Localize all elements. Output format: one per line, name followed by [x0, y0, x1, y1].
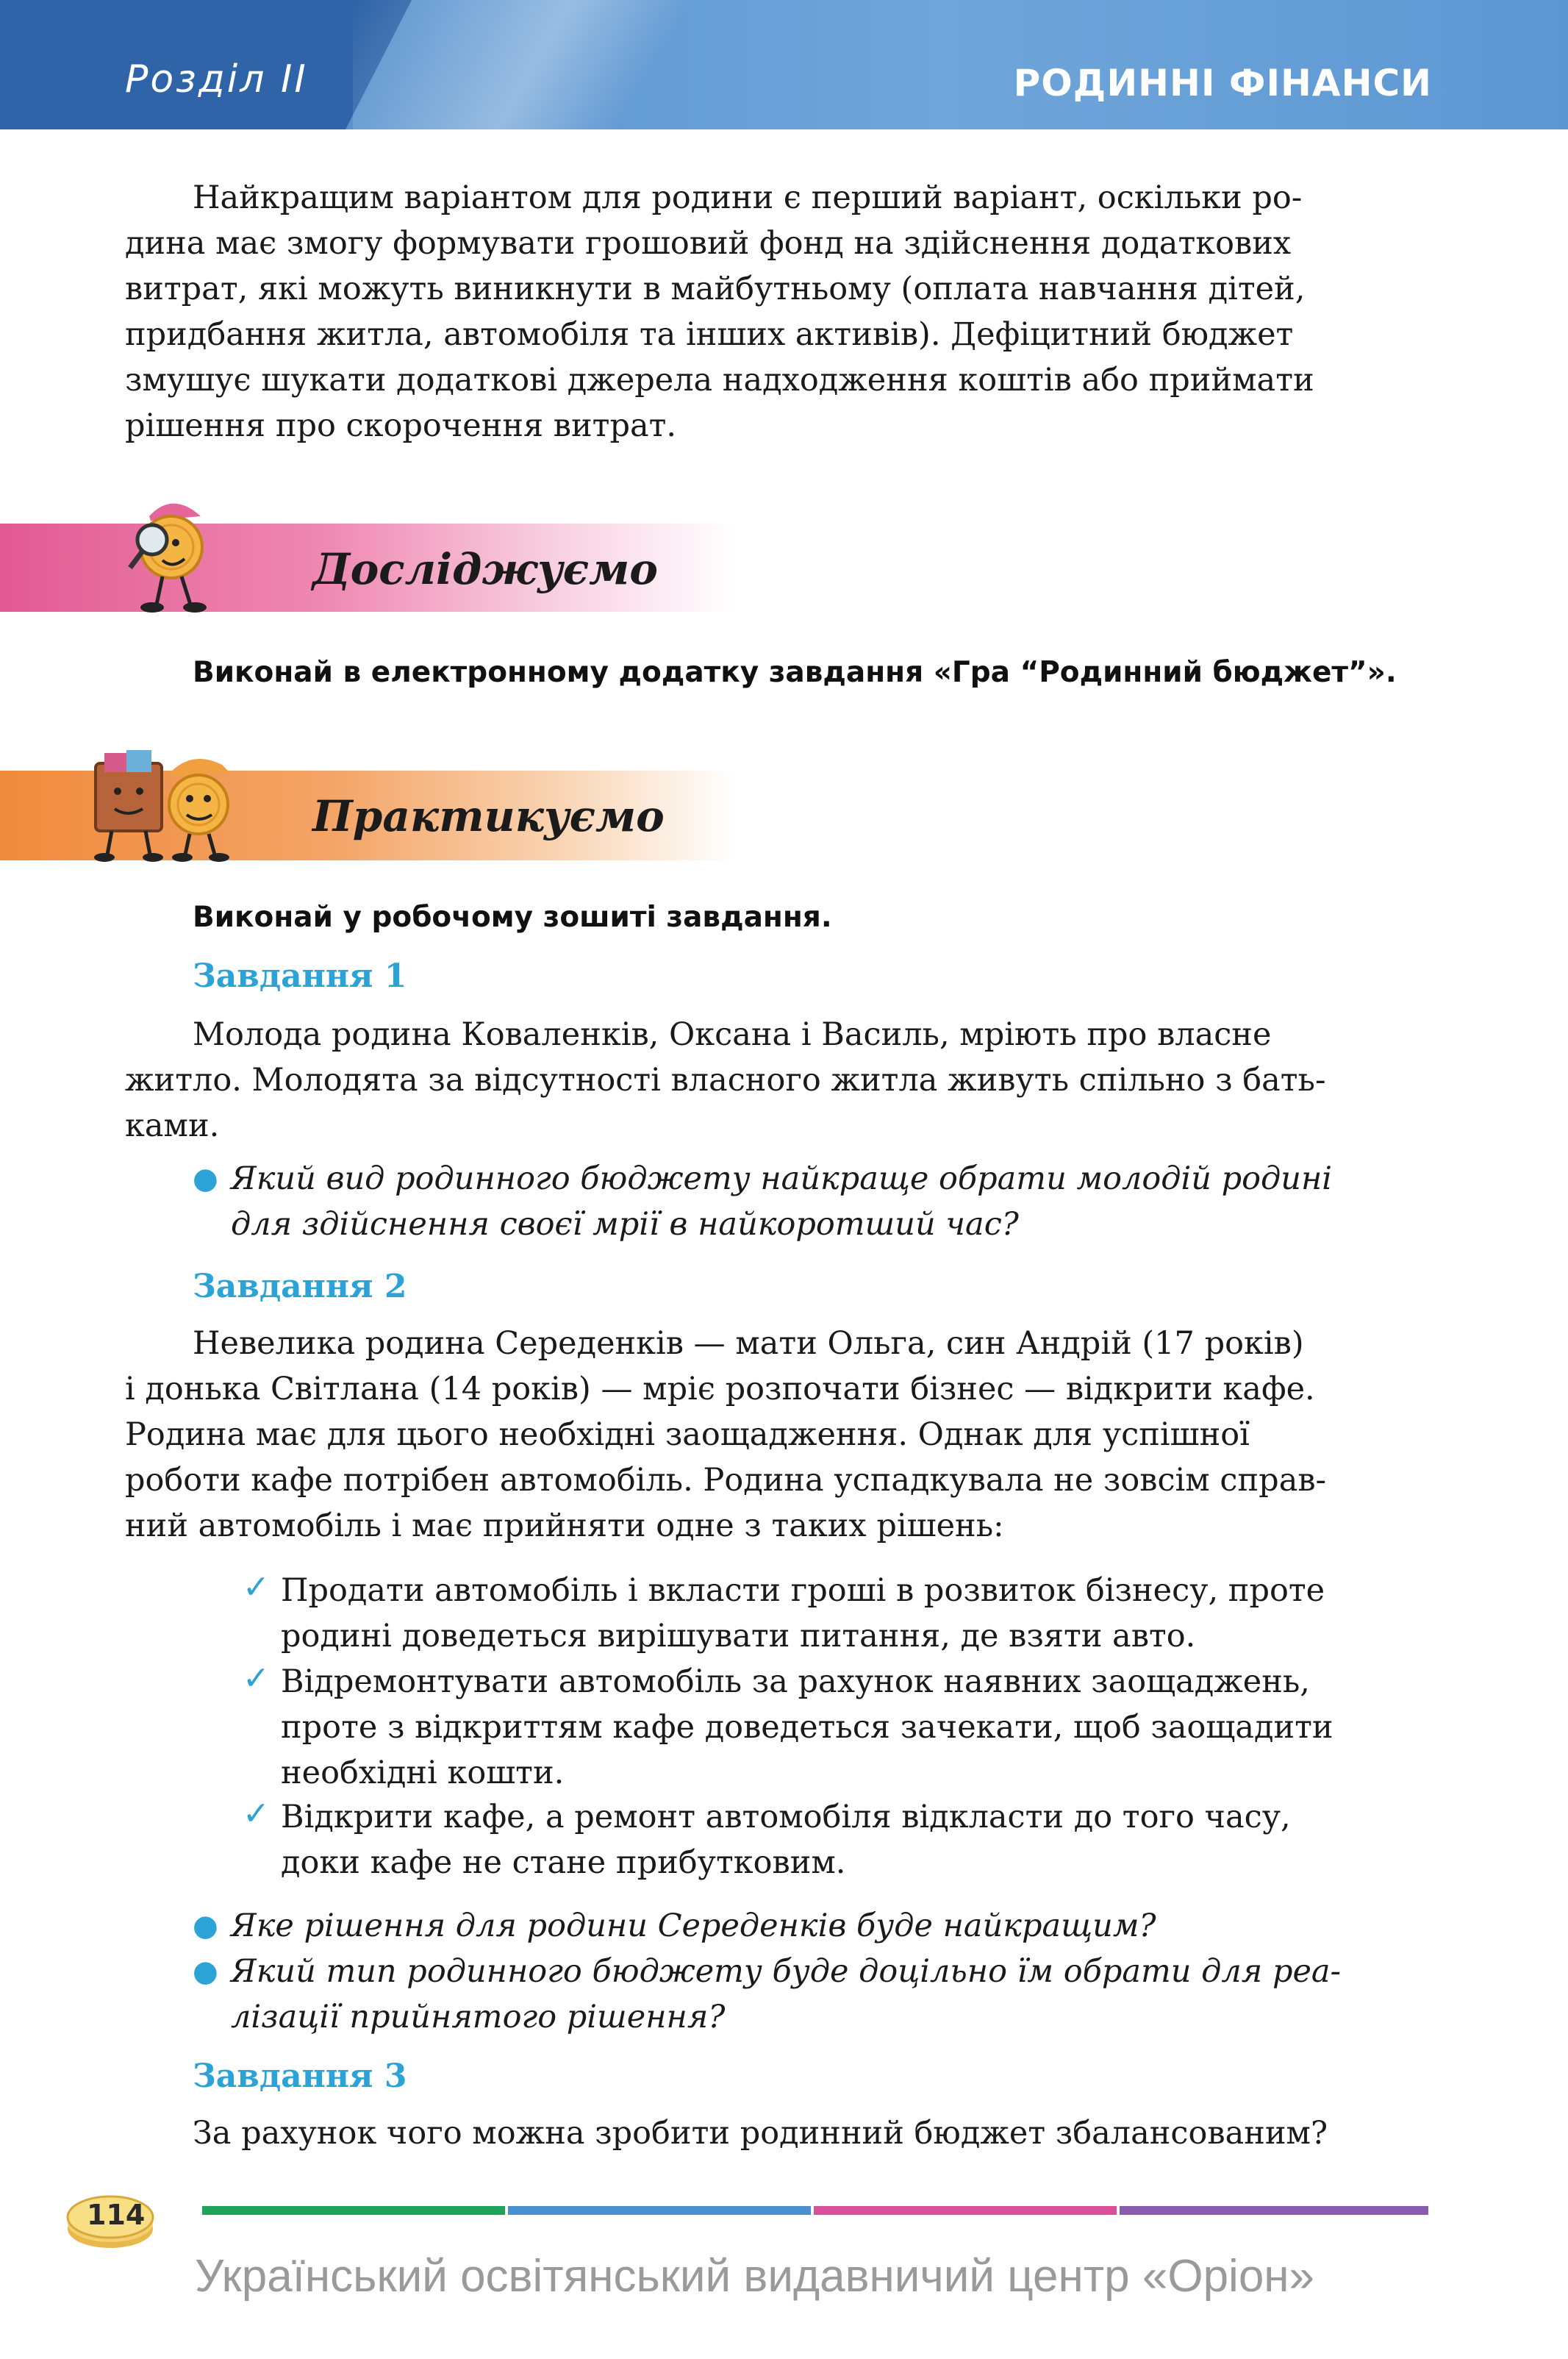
footer-line-purple [1120, 2206, 1428, 2215]
bullet-dot-icon: ● [193, 1955, 218, 1988]
intro-paragraph [125, 175, 1432, 449]
footer-line-blue [508, 2206, 811, 2215]
task1-line: ками. [125, 1107, 220, 1144]
task2-heading: Завдання 2 [193, 1268, 407, 1305]
checkmark-icon: ✓ [243, 1660, 270, 1697]
task1-question-line: Який вид родинного бюджету найкраще обрати молодій родині [231, 1160, 1333, 1197]
page-header [0, 0, 1568, 129]
task1-line: Молода родина Коваленків, Оксана і Василь, мріють про власне [193, 1016, 1272, 1053]
practice-title: Практикуємо [312, 791, 665, 841]
intro-line: змушує шукати додаткові джерела надходження коштів або приймати [125, 362, 1314, 399]
bullet-dot-icon: ● [193, 1909, 218, 1943]
research-title: Досліджуємо [312, 544, 658, 594]
task3-text: За рахунок чого можна зробити родинний бюджет збалансованим? [193, 2115, 1328, 2152]
task2-paragraph [125, 1321, 1432, 1549]
footer-line-pink [814, 2206, 1117, 2215]
research-banner [0, 524, 735, 612]
checkmark-icon: ✓ [243, 1795, 270, 1832]
task2-line: і донька Світлана (14 років) — мріє розпочати бізнес — відкрити кафе. [125, 1371, 1315, 1407]
task3-heading: Завдання 3 [193, 2058, 407, 2095]
checkmark-icon: ✓ [243, 1568, 270, 1606]
intro-line: рішення про скорочення витрат. [125, 407, 677, 444]
research-instruction: Виконай в електронному додатку завдання «Гра “Родинний бюджет”». [193, 656, 1397, 689]
task2-option: ✓ Відкрити кафе, а ремонт автомобіля відкласти до того часу, доки кафе не стане прибутковим. [243, 1794, 1432, 1885]
task1-question [193, 1156, 1432, 1247]
intro-line: придбання житла, автомобіля та інших активів). Дефіцитний бюджет [125, 316, 1294, 353]
practice-instruction: Виконай у робочому зошиті завдання. [193, 901, 832, 934]
task2-line: Родина має для цього необхідні заощадження. Однак для успішної [125, 1416, 1250, 1453]
intro-line: витрат, які можуть виникнути в майбутньому (оплата навчання дітей, [125, 271, 1306, 307]
task1-question-line: для здійснення своєї мрії в найкоротший час? [231, 1206, 1019, 1243]
header-stripe [353, 0, 765, 129]
task2-line: Невелика родина Середенків — мати Ольга, син Андрій (17 років) [193, 1325, 1304, 1362]
task1-paragraph [125, 1012, 1432, 1149]
task2-line: роботи кафе потрібен автомобіль. Родина успадкувала не зовсім справ- [125, 1462, 1327, 1499]
coin-detective-mascot-icon [114, 494, 224, 619]
task2-question: ● Яке рішення для родини Середенків буде найкращим? [193, 1903, 1432, 1949]
coin-and-wallet-mascots-icon [82, 743, 244, 868]
task2-line: ний автомобіль і має прийняти одне з таких рішень: [125, 1507, 1004, 1544]
footer-line-green [202, 2206, 505, 2215]
task2-option: ✓ Продати автомобіль і вкласти гроші в розвиток бізнесу, проте родині доведеться вирішувати питання, де взяти авто. [243, 1568, 1432, 1659]
task2-option: ✓ Відремонтувати автомобіль за рахунок наявних заощаджень, проте з відкриттям кафе доведеться зачекати, щоб заощадити необхідні кошти. [243, 1659, 1432, 1796]
section-title: РОДИННІ ФІНАНСИ [1013, 62, 1432, 104]
page-number: 114 [87, 2199, 146, 2231]
task1-heading: Завдання 1 [193, 957, 407, 995]
intro-line: дина має змогу формувати грошовий фонд на здійснення додаткових [125, 225, 1292, 262]
intro-line: Найкращим варіантом для родини є перший варіант, оскільки ро- [193, 179, 1303, 216]
section-label: Розділ II [125, 57, 308, 101]
task2-question: ● Який тип родинного бюджету буде доцільно їм обрати для реа- лізації прийнятого рішення? [193, 1949, 1432, 2040]
task1-line: житло. Молодята за відсутності власного житла живуть спільно з бать- [125, 1062, 1326, 1099]
publisher-name: Український освітянський видавничий центр «Оріон» [195, 2251, 1315, 2302]
bullet-dot-icon: ● [193, 1162, 218, 1196]
